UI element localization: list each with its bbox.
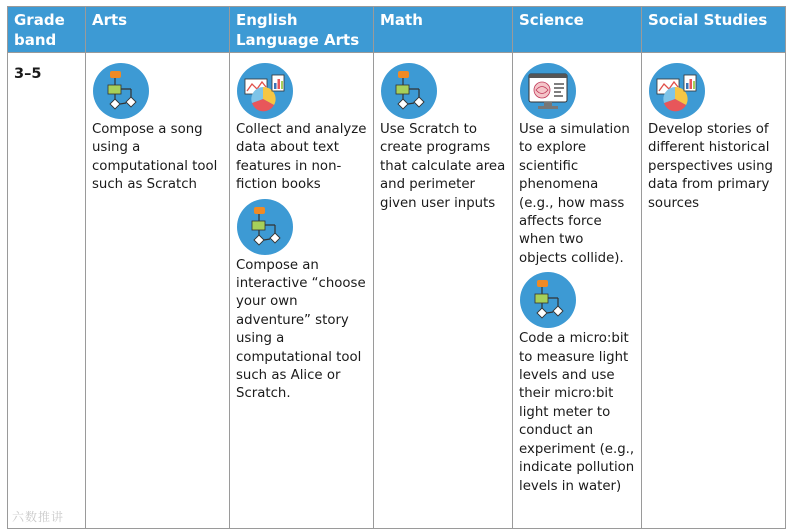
header-social-studies: Social Studies [642, 7, 786, 53]
science-activity-text-2: Code a micro:bit to measure light levels and use their micro:bit light meter to conduct an experiment (e.g., indicate pollution levels in water) [519, 331, 635, 494]
header-math: Math [374, 7, 513, 53]
grade-band-cell: 3–5 [8, 53, 86, 529]
header-ela: English Language Arts [230, 7, 374, 53]
ela-activity-text-2: Compose an interactive “choose your own adventure” story using a computational tool such as Alice or Scratch. [236, 257, 366, 402]
science-activity-text-1: Use a simulation to explore scientific phenomena (e.g., how mass affects force when two objects collide). [519, 122, 630, 266]
flowchart-icon [93, 63, 149, 119]
table-row [8, 53, 786, 529]
simulation-screen-icon [520, 63, 576, 119]
chart-graph-icon [649, 63, 705, 119]
arts-cell [86, 53, 230, 529]
flowchart-icon [381, 63, 437, 119]
science-cell [513, 53, 642, 529]
watermark: 六数推讲 [12, 510, 65, 524]
header-grade-band: Grade band [8, 7, 86, 53]
header-row [8, 7, 786, 53]
header-science: Science [513, 7, 642, 53]
social-studies-cell [642, 53, 786, 529]
math-activity-text: Use Scratch to create programs that calculate area and perimeter given user inputs [380, 122, 506, 211]
math-cell [374, 53, 513, 529]
ela-cell [230, 53, 374, 529]
chart-graph-icon [237, 63, 293, 119]
social-studies-activity-text: Develop stories of different historical perspectives using data from primary sources [648, 122, 773, 211]
flowchart-icon [237, 199, 293, 255]
ela-activity-text-1: Collect and analyze data about text features in non-fiction books [236, 122, 367, 193]
arts-activity-text: Compose a song using a computational tool such as Scratch [92, 122, 218, 193]
header-arts: Arts [86, 7, 230, 53]
flowchart-icon [520, 272, 576, 328]
activities-table [7, 6, 786, 529]
